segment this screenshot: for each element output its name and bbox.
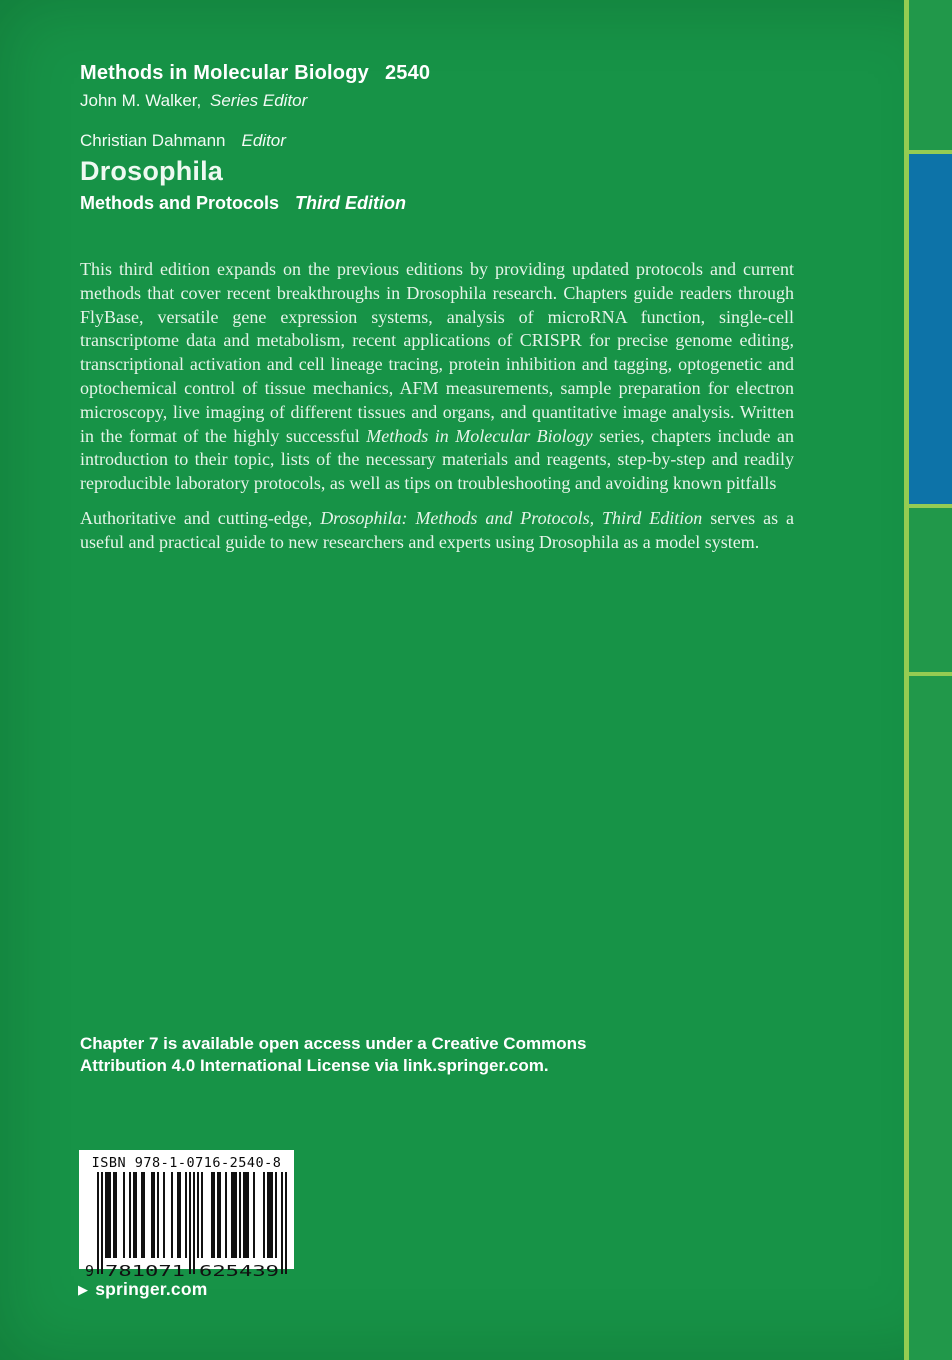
- series-title-text: Methods in Molecular Biology: [80, 62, 369, 84]
- open-access-line-2: Attribution 4.0 International License via link.springer.com.: [80, 1055, 549, 1075]
- isbn-barcode-panel: [79, 1150, 294, 1280]
- isbn-label: ISBN 978-1-0716-2540-8: [91, 1155, 282, 1171]
- volume-editor-role: Editor: [241, 131, 286, 150]
- volume-editor-name: Christian Dahmann: [80, 131, 226, 150]
- back-cover-description: [80, 258, 794, 555]
- springer-link-label: springer.com: [95, 1279, 208, 1299]
- book-edition: Third Edition: [295, 193, 406, 213]
- description-paragraph-2: Authoritative and cutting-edge, Drosophila: Methods and Protocols, Third Edition serves as a useful and practical guide to new researchers and experts using Drosophila as a model system.: [80, 507, 794, 552]
- series-editor-name: John M. Walker,: [80, 91, 202, 110]
- svg-text:625439: 625439: [198, 1262, 279, 1280]
- horizontal-accent-line-bottom: [909, 672, 952, 676]
- series-editor-line: [80, 91, 307, 111]
- open-access-note: [80, 1033, 586, 1076]
- blue-accent-block: [909, 154, 952, 504]
- play-arrow-icon: ▶: [78, 1282, 89, 1297]
- series-editor-role: Series Editor: [209, 91, 308, 110]
- book-title: Drosophila: [80, 156, 224, 186]
- springer-link[interactable]: [78, 1279, 208, 1300]
- book-subtitle: Methods and Protocols: [80, 193, 280, 213]
- svg-text:781071: 781071: [104, 1262, 185, 1280]
- book-subtitle-line: [80, 193, 406, 214]
- svg-text:9: 9: [84, 1262, 94, 1280]
- description-paragraph-1: This third edition expands on the previous editions by providing updated protocols and current methods that cover recent breakthroughs in Drosophila research. Chapters guide readers through FlyBase, versatile gene expression systems, analysis of microRNA function, single-cell transcriptome data and metabolism, recent applications of CRISPR for precise genome editing, transcriptional activation and cell lineage tracing, protein inhibition and tagging, optogenetic and optochemical control of tissue mechanics, AFM measurements, sample preparation for electron microscopy, live imaging of different tissues and organs, and quantitative image analysis. Written in the format of the highly successful Methods in Molecular Biology series, chapters include an introduction to their topic, lists of the necessary materials and reagents, step-by-step and readily reproducible laboratory protocols, as well as tips on troubleshooting and avoiding known pitfalls: [80, 259, 794, 494]
- ean13-barcode: [85, 1172, 289, 1280]
- series-number: 2540: [384, 62, 431, 84]
- horizontal-accent-line-middle: [909, 504, 952, 508]
- open-access-line-1: Chapter 7 is available open access under a Creative Commons: [80, 1034, 587, 1053]
- series-title: [80, 62, 430, 85]
- volume-editor-line: [80, 131, 286, 151]
